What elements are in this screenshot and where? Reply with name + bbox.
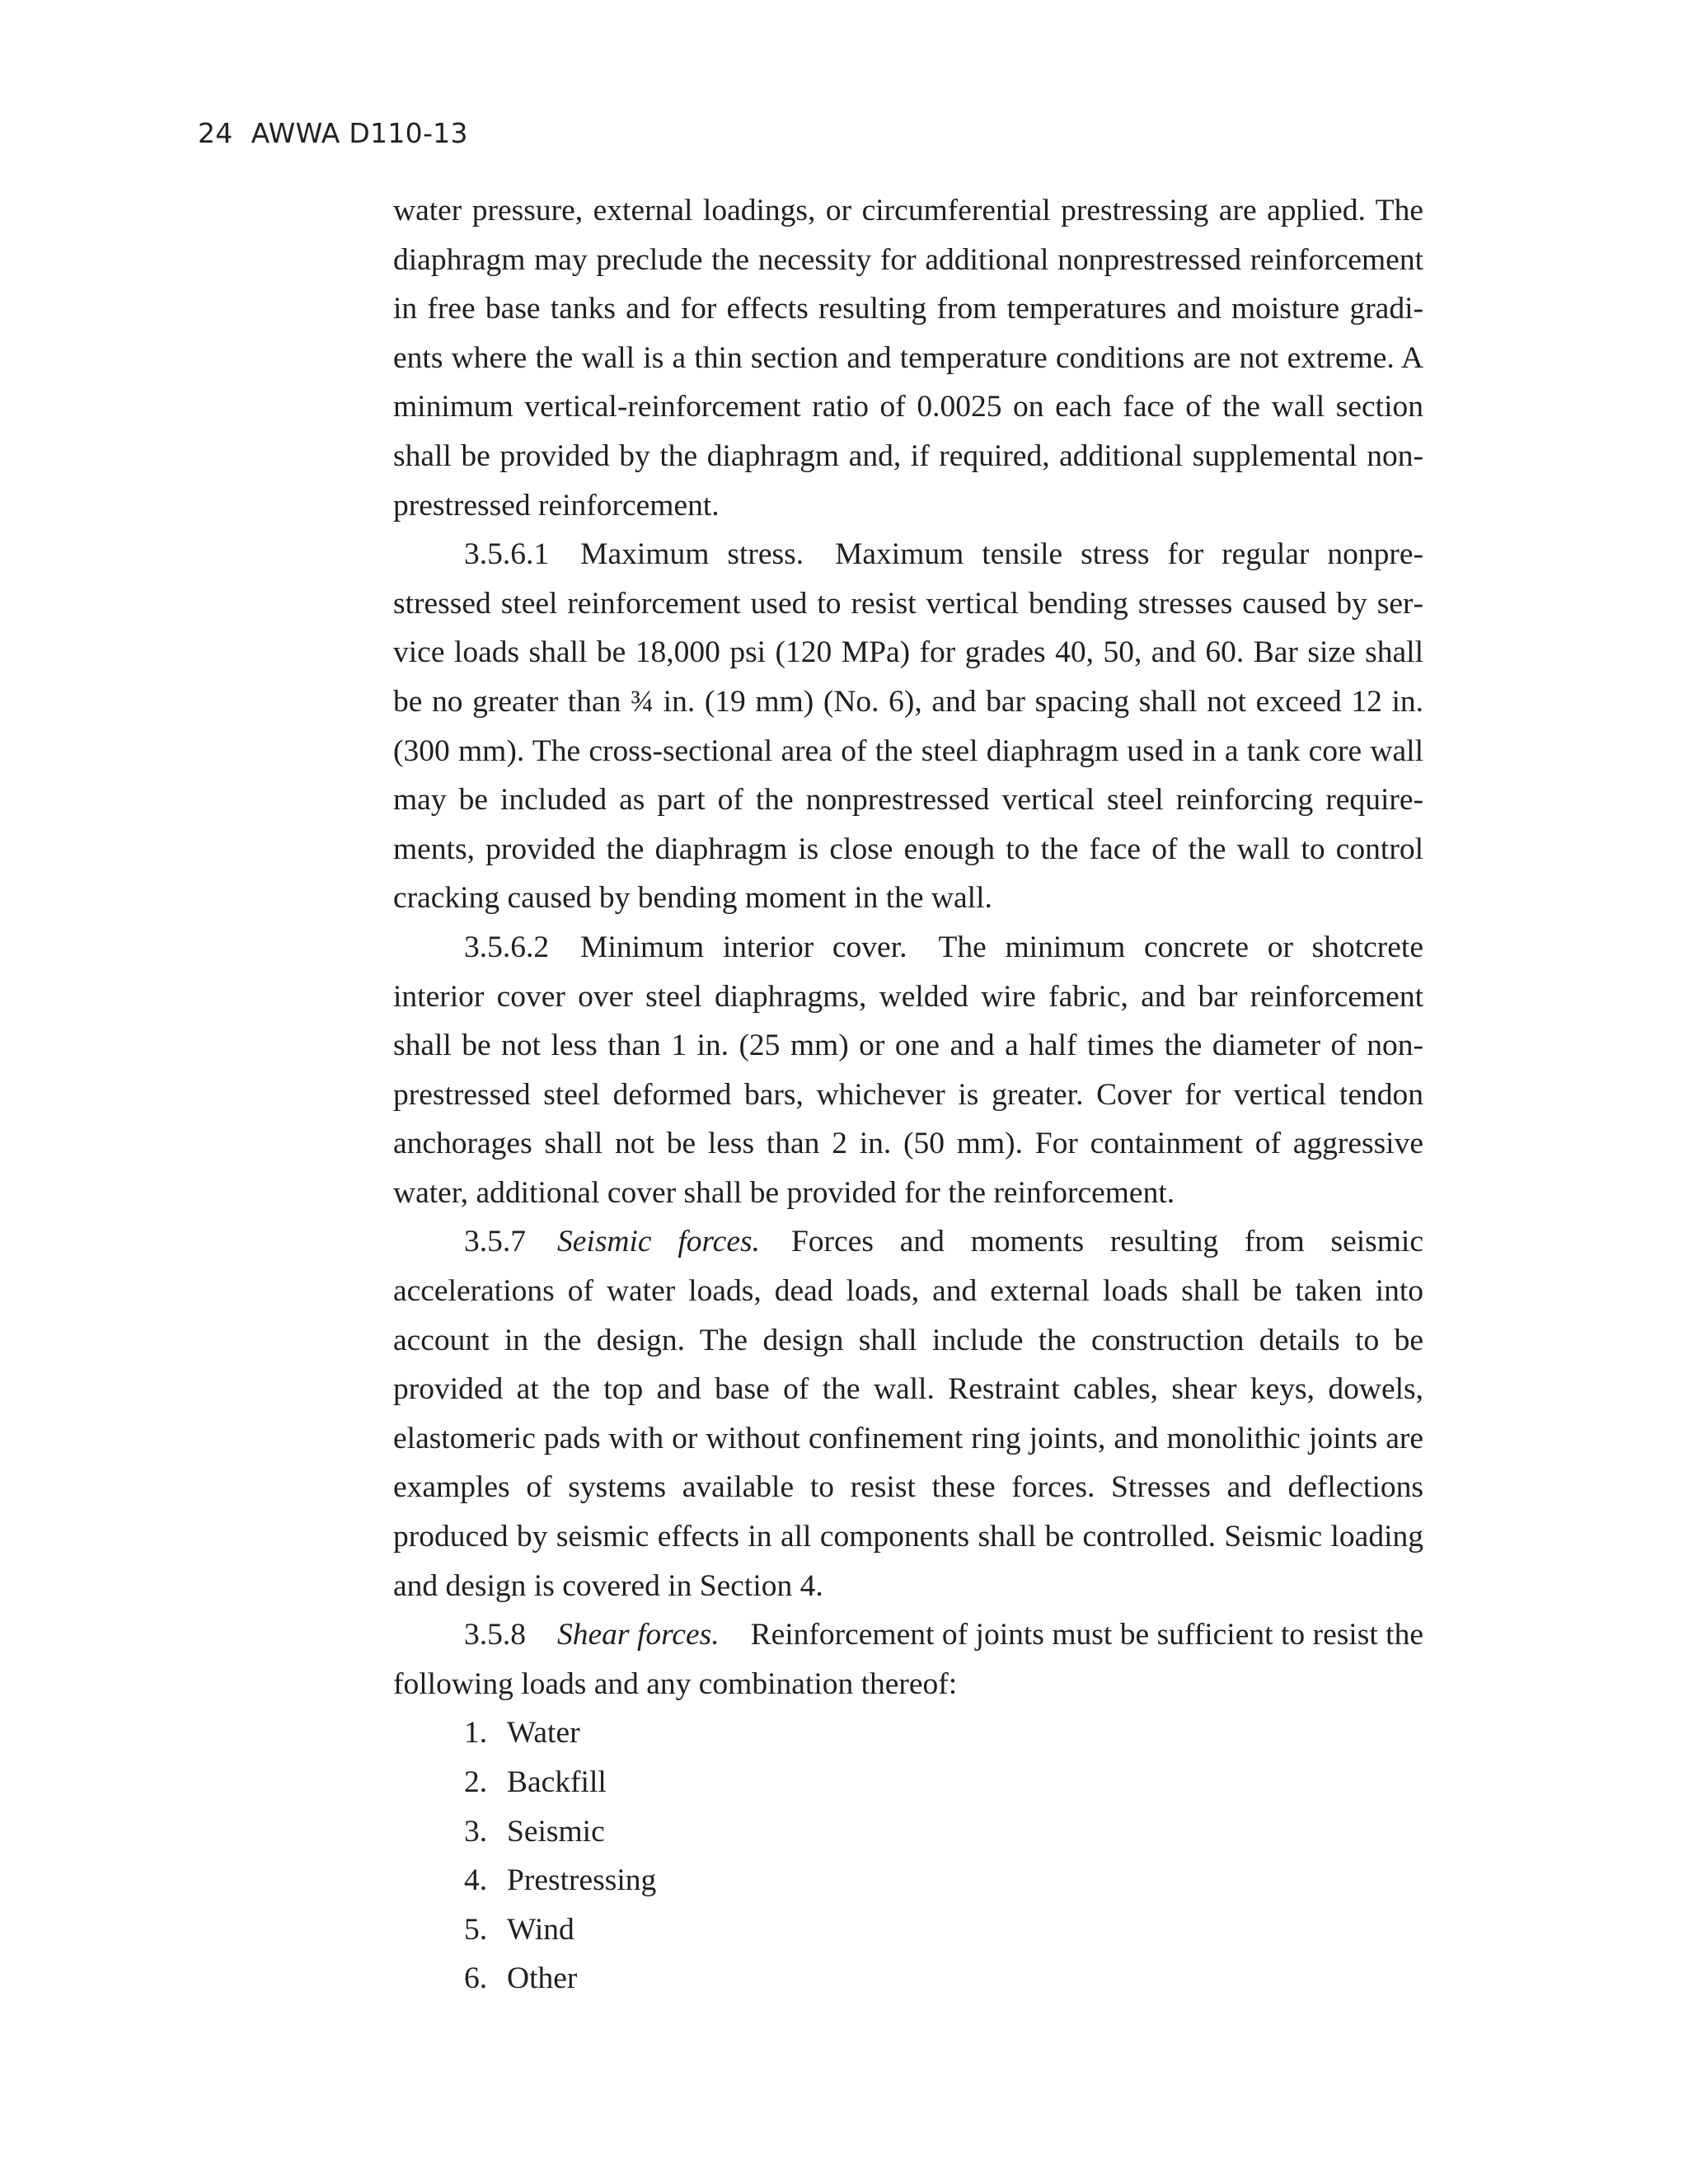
section-text: Forces and moments resulting from seismic accelerations of water loads, dead loads, and external loads shall be taken into account in the design. The design shall include the construction details to be provided at the top and base of the wall. Restraint cables, shear keys, dowels, elastomeric pads with or without confinement ring joints, and monolithic joints are examples of systems available to resist these forces. Stresses and deflections produced by seismic effects in all components shall be controlled. Seismic loading and design is covered in Section 4.: [393, 1225, 1423, 1603]
section-text: Maximum tensile stress for regular nonprestressed steel reinforcement used to resist vertical bending stresses caused by service loads shall be 18,000 psi (120 MPa) for grades 40, 50, and 60. Bar size shall be no greater than ¾ in. (19 mm) (No. 6), and bar spacing shall not exceed 12 in. (300 mm). The cross-sectional area of the steel diaphragm used in a tank core wall may be included as part of the nonprestressed vertical steel reinforcing requirements, provided the diaphragm is close enough to the face of the wall to control cracking caused by bending moment in the wall.: [393, 537, 1423, 916]
list-item: [464, 1905, 1423, 1955]
list-label: Other: [507, 1961, 578, 1996]
section-number: 3.5.6.1: [464, 537, 550, 572]
list-label: Wind: [507, 1912, 574, 1947]
list-item: [464, 1856, 1423, 1905]
section-3-5-6-2: [393, 923, 1423, 1218]
page-number: 24: [198, 117, 233, 149]
section-3-5-7: [393, 1217, 1423, 1610]
section-text: Reinforcement of joints must be sufficient to resist the following loads and any combination thereof:: [393, 1618, 1423, 1701]
section-title: Minimum interior cover.: [580, 930, 907, 964]
running-head: [198, 117, 468, 149]
section-title: Seismic forces.: [557, 1225, 760, 1259]
list-item: [464, 1807, 1423, 1857]
paragraph-continuation: water pressure, external loadings, or circumferential prestressing are applied. The diaphragm may preclude the necessity for additional nonprestressed reinforcement in free base tanks and for effects resulting from temperatures and moisture gradients where the wall is a thin section and temperature conditions are not extreme. A minimum vertical-reinforcement ratio of 0.0025 on each face of the wall section shall be provided by the diaphragm and, if required, additional supplemental nonprestressed reinforcement.: [393, 194, 1423, 523]
section-3-5-8: [393, 1610, 1423, 1708]
list-number: 5.: [464, 1912, 488, 1947]
list-label: Prestressing: [507, 1863, 657, 1898]
list-item: [464, 1758, 1423, 1807]
list-number: 4.: [464, 1863, 488, 1898]
list-number: 1.: [464, 1716, 488, 1750]
list-number: 6.: [464, 1961, 488, 1996]
list-label: Seismic: [507, 1814, 605, 1849]
section-number: 3.5.7: [464, 1225, 526, 1259]
section-title: Shear forces.: [557, 1618, 720, 1652]
list-number: 2.: [464, 1765, 488, 1799]
list-number: 3.: [464, 1814, 488, 1849]
section-title: Maximum stress.: [580, 537, 804, 572]
list-label: Water: [507, 1716, 580, 1750]
list-label: Backfill: [507, 1765, 607, 1799]
section-text: The minimum concrete or shotcrete interior cover over steel diaphragms, welded wire fabric, and bar reinforcement shall be not less than 1 in. (25 mm) or one and a half times the diameter of nonprestressed steel deformed bars, whichever is greater. Cover for vertical tendon anchorages shall not be less than 2 in. (50 mm). For containment of aggressive water, additional cover shall be provided for the reinforcement.: [393, 930, 1423, 1210]
load-list: [393, 1708, 1423, 2004]
section-number: 3.5.8: [464, 1618, 526, 1652]
section-3-5-6-1: [393, 530, 1423, 923]
list-item: [464, 1954, 1423, 2004]
list-item: [464, 1708, 1423, 1758]
section-number: 3.5.6.2: [464, 930, 550, 964]
document-id: AWWA D110-13: [251, 117, 468, 149]
body-text: [393, 186, 1423, 2004]
